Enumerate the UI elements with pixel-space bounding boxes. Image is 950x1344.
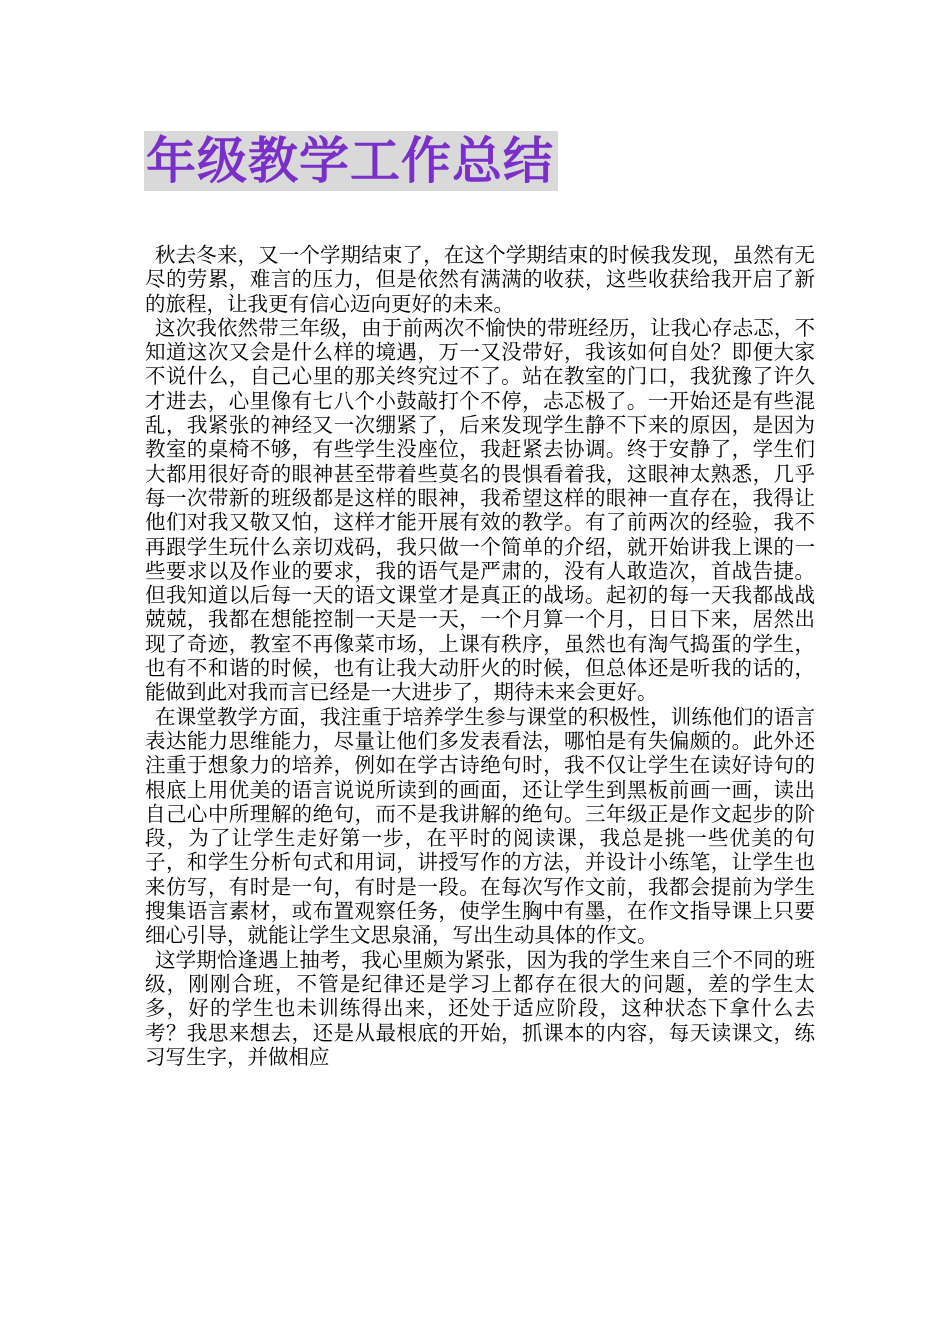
paragraph-2: 这次我依然带三年级，由于前两次不愉快的带班经历，让我心存忐忑，不知道这次又会是什么样的境遇，万一又没带好，我该如何自处？即便大家不说什么，自己心里的那关终究过不了。站在教室的门口，我犹豫了许久才进去，心里像有七八个小鼓敲打个不停，忐忑极了。一开始还是有些混乱，我紧张的神经又一次绷紧了，后来发现学生静不下来的原因，是因为教室的桌椅不够，有些学生没座位，我赶紧去协调。终于安静了，学生们大都用很好奇的眼神甚至带着些莫名的畏惧看着我，这眼神太熟悉，几乎每一次带新的班级都是这样的眼神，我希望这样的眼神一直存在，我得让他们对我又敬又怕，这样才能开展有效的教学。有了前两次的经验，我不再跟学生玩什么亲切戏码，我只做一个简单的介绍，就开始讲我上课的一些要求以及作业的要求，我的语气是严肃的，没有人敢造次，首战告捷。但我知道以后每一天的语文课堂才是真正的战场。起初的每一天我都战战兢兢，我都在想能控制一天是一天，一个月算一个月，日日下来，居然出现了奇迹，教室不再像菜市场，上课有秩序，虽然也有淘气捣蛋的学生，也有不和谐的时候，也有让我大动肝火的时候，但总体还是听我的话的，能做到此对我而言已经是一大进步了，期待未来会更好。 <box>145 315 815 705</box>
document-title: 年级教学工作总结 <box>146 132 554 190</box>
title-highlight <box>144 131 558 191</box>
document-body <box>145 243 815 1069</box>
paragraph-3: 在课堂教学方面，我注重于培养学生参与课堂的积极性，训练他们的语言表达能力思维能力，尽量让他们多发表看法，哪怕是有失偏颇的。此外还注重于想象力的培养，例如在学古诗绝句时，我不仅让学生在读好诗句的根底上用优美的语言说说所读到的画面，还让学生到黑板前画一画，读出自己心中所理解的绝句，而不是我讲解的绝句。三年级正是作文起步的阶段，为了让学生走好第一步，在平时的阅读课，我总是挑一些优美的句子，和学生分析句式和用词，讲授写作的方法，并设计小练笔，让学生也来仿写，有时是一句，有时是一段。在每次写作文前，我都会提前为学生搜集语言素材，或布置观察任务，使学生胸中有墨，在作文指导课上只要细心引导，就能让学生文思泉涌，写出生动具体的作文。 <box>145 704 815 948</box>
paragraph-1: 秋去冬来，又一个学期结束了，在这个学期结束的时候我发现，虽然有无尽的劳累，难言的压力，但是依然有满满的收获，这些收获给我开启了新的旅程，让我更有信心迈向更好的未来。 <box>145 243 815 316</box>
paragraph-4: 这学期恰逢遇上抽考，我心里颇为紧张，因为我的学生来自三个不同的班级，刚刚合班，不管是纪律还是学习上都存在很大的问题，差的学生太多，好的学生也未训练得出来，还处于适应阶段，这种状态下拿什么去考？我思来想去，还是从最根底的开始，抓课本的内容，每天读课文，练习写生字，并做相应 <box>145 947 815 1069</box>
